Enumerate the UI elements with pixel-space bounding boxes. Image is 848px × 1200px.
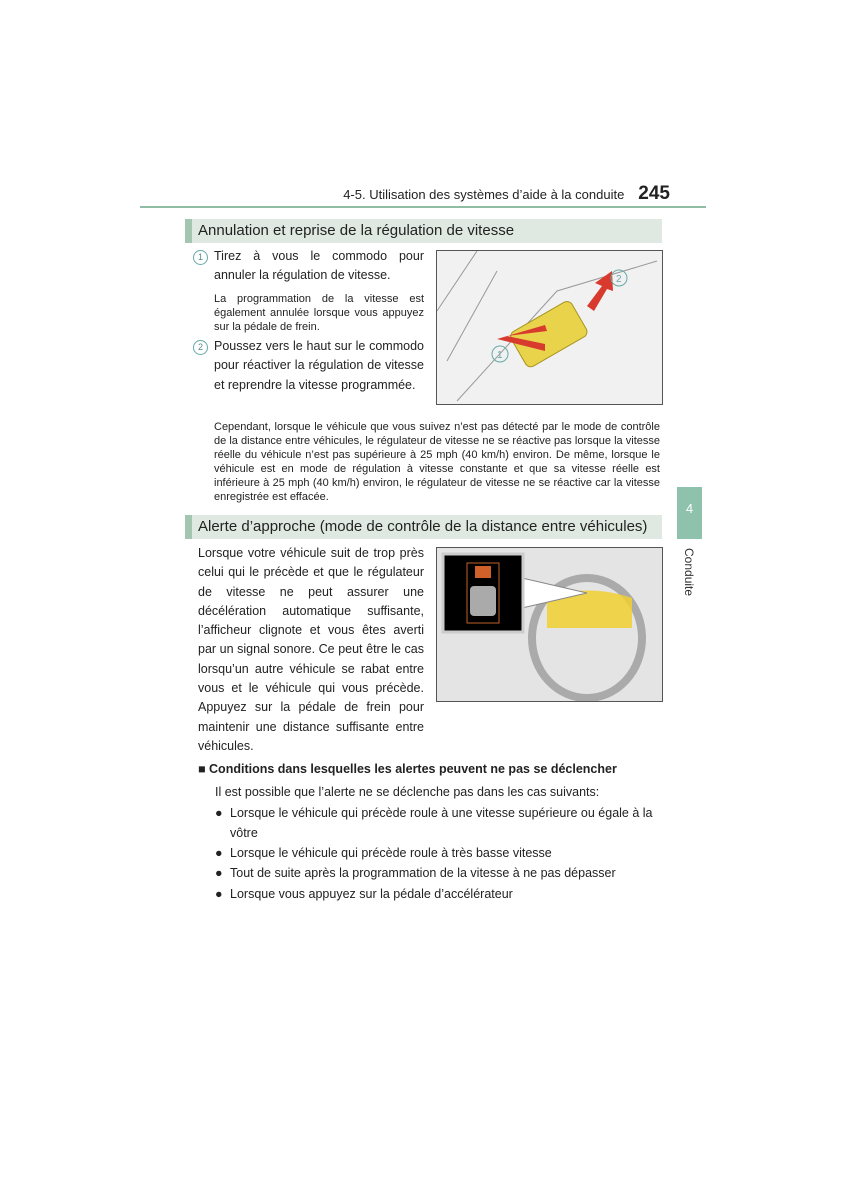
section-heading: Annulation et reprise de la régulation de vitesse [185,219,662,243]
step-marker: 2 [193,340,208,355]
running-header [340,183,670,205]
bullet-icon: ● [215,846,223,860]
subheading [198,760,668,779]
approach-alert-body: Lorsque votre véhicule suit de trop près celui qui le précède et que le régulateur de vitesse ne peut assurer une décélération automatique suffisante, l’afficheur clignote et vous êtes averti par un signal sonore. Ce peut être le cas lorsqu’un autre véhicule se rabat entre vous et le véhicule qui vous précède. Appuyez sur la pédale de frein pour maintenir une distance suffisante entre véhicules. [198,546,424,753]
dashboard-illustration [436,547,663,702]
list-item: ● Lorsque vous appuyez sur la pédale d’accélérateur [215,885,661,905]
header-rule [140,206,706,208]
list-item: ● Lorsque le véhicule qui précède roule à une vitesse supérieure ou égale à la vôtre [215,806,653,840]
svg-text:2: 2 [616,274,622,285]
lever-figure [437,251,662,404]
bullet-icon: ● [215,866,223,880]
step-1-text: Tirez à vous le commodo pour annuler la régulation de vitesse. [214,249,424,283]
chapter-tab: 4 [677,487,702,539]
list-item: ● Tout de suite après la programmation de la vitesse à ne pas dépasser [215,864,661,884]
list-item: ● Lorsque le véhicule qui précède roule à très basse vitesse [215,844,661,864]
dashboard-figure [437,548,662,701]
step-marker: 1 [193,250,208,265]
svg-text:1: 1 [497,350,503,361]
commodo-illustration [436,250,663,405]
subheading-text: Conditions dans lesquelles les alertes peuvent ne pas se déclencher [209,762,617,776]
square-bullet-icon: ■ [198,762,210,776]
chapter-label: Conduite [682,548,696,597]
step-2-text: Poussez vers le haut sur le commodo pour réactiver la régulation de vitesse et reprendre la vitesse programmée. [214,339,424,392]
page-number: 245 [638,183,670,204]
header-section: 4-5. Utilisation des systèmes d’aide à la conduite [343,187,625,202]
note-text: Cependant, lorsque le véhicule que vous suivez n’est pas détecté par le mode de contrôle de la distance entre véhicules, le régulateur de vitesse ne se réactive pas lorsque la vitesse réelle du véhicule n’est pas supérieure à 25 mph (40 km/h) environ. De même, lorsque le véhicule est en mode de régulation à vitesse constante et que sa vitesse réelle est inférieure à 25 mph (40 km/h) environ, le régulateur de vitesse ne se réactive car la vitesse enregistrée est effacée. [214,421,660,503]
step-1-note: La programmation de la vitesse est également annulée lorsque vous appuyez sur la pédale de frein. [214,293,424,333]
bullet-icon: ● [215,887,223,901]
arrow-2-icon [587,271,613,311]
bullet-icon: ● [215,806,223,820]
subheading-intro: Il est possible que l’alerte ne se déclenche pas dans les cas suivants: [215,785,600,799]
section-heading: Alerte d’approche (mode de contrôle de la distance entre véhicules) [185,515,662,539]
